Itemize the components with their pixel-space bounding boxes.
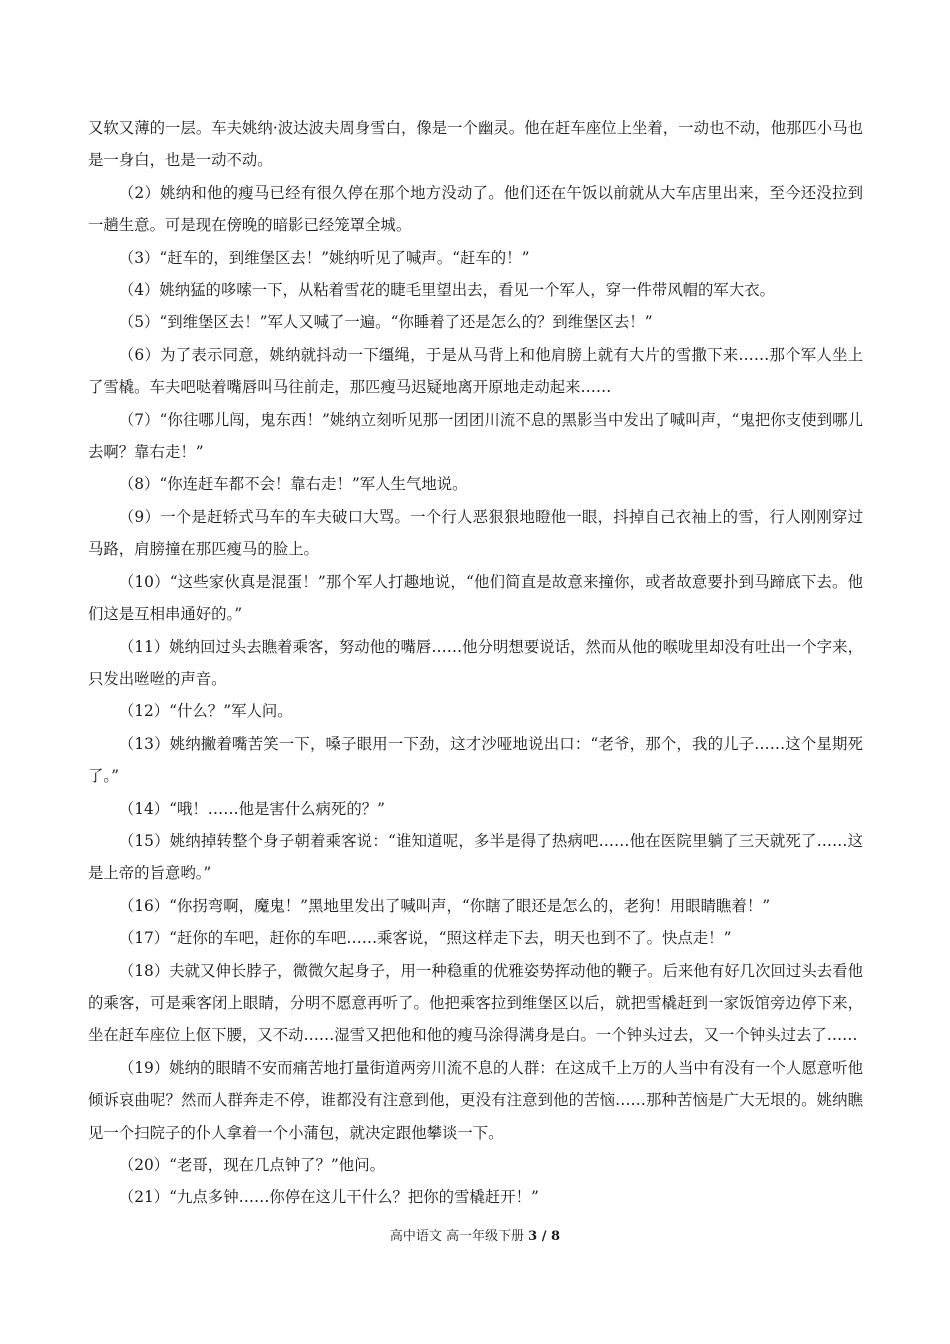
paragraph-6: （6）为了表示同意，姚纳就抖动一下缰绳，于是从马背上和他肩膀上就有大片的雪撒下来……那个军人坐上了雪橇。车夫吧哒着嘴唇叫马往前走，那匹瘦马迟疑地离开原地走动起来…… <box>88 345 863 397</box>
paragraph-12: （12）“什么？”军人问。 <box>118 702 293 721</box>
paragraph-3: （3）“赶车的，到维堡区去！”姚纳听见了喊声。“赶车的！” <box>118 248 530 267</box>
paragraph-7: （7）“你往哪儿闯，鬼东西！”姚纳立刻听见那一团团川流不息的黑影当中发出了喊叫声，“鬼把你支使到哪儿去啊？靠右走！” <box>88 410 863 462</box>
paragraph-continued: 又软又薄的一层。车夫姚纳·波达波夫周身雪白，像是一个幽灵。他在赶车座位上坐着，一动也不动，他那匹小马也是一身白，也是一动不动。 <box>88 119 863 170</box>
paragraph-4: （4）姚纳猛的哆嗦一下，从粘着雪花的睫毛里望出去，看见一个军人，穿一件带风帽的军大衣。 <box>118 281 775 300</box>
paragraph-19: （19）姚纳的眼睛不安而痛苦地打量街道两旁川流不息的人群：在这成千上万的人当中有没有一个人愿意听他倾诉哀曲呢？然而人群奔走不停，谁都没有注意到他，更没有注意到他的苦恼……那种苦恼是广大无垠的。姚纳瞧见一个扫院子的仆人拿着一个小蒲包，就决定跟他攀谈一下。 <box>88 1058 863 1142</box>
paragraph-9: （9）一个是赶轿式马车的车夫破口大骂。一个行人恶狠狠地瞪他一眼，抖掉自己衣袖上的雪，行人刚刚穿过马路，肩膀撞在那匹瘦马的脸上。 <box>88 507 863 559</box>
page-footer <box>0 1227 950 1247</box>
text-body <box>88 112 863 1214</box>
footer-page-total: 8 <box>551 1229 561 1244</box>
paragraph-20: （20）“老哥，现在几点钟了？”他问。 <box>118 1156 385 1174</box>
paragraph-8: （8）“你连赶车都不会！靠右走！”军人生气地说。 <box>118 475 468 494</box>
paragraph-2: （2）姚纳和他的瘦马已经有很久停在那个地方没动了。他们还在午饭以前就从大车店里出来，至今还没拉到一趟生意。可是现在傍晚的暗影已经笼罩全城。 <box>88 183 863 235</box>
paragraph-14: （14）“哦！……他是害什么病死的？” <box>118 799 385 818</box>
paragraph-15: （15）姚纳掉转整个身子朝着乘客说：“谁知道呢，多半是得了热病吧……他在医院里躺了三天就死了……这是上帝的旨意哟。” <box>88 831 863 883</box>
paragraph-21: （21）“九点多钟……你停在这儿干什么？把你的雪橇赶开！” <box>118 1188 539 1207</box>
paragraph-17: （17）“赶你的车吧，赶你的车吧……乘客说，“照这样走下去，明天也到不了。快点走！” <box>118 929 732 948</box>
paragraph-5: （5）“到维堡区去！”军人又喊了一遍。“你睡着了还是怎么的？到维堡区去！” <box>118 313 653 332</box>
footer-subject: 高中语文 高一年级下册 <box>389 1229 529 1244</box>
paragraph-16: （16）“你拐弯啊，魔鬼！”黑地里发出了喊叫声，“你瞎了眼还是怎么的，老狗！用眼睛瞧着！” <box>118 896 771 915</box>
footer-page-current: 3 <box>528 1229 538 1244</box>
paragraph-18: （18）夫就又伸长脖子，微微欠起身子，用一种稳重的优雅姿势挥动他的鞭子。后来他有好几次回过头去看他的乘客，可是乘客闭上眼睛，分明不愿意再听了。他把乘客拉到维堡区以后，就把雪橇赶到一家饭馆旁边停下来，坐在赶车座位上伛下腰，又不动……湿雪又把他和他的瘦马涂得满身是白。一个钟头过去，又一个钟头过去了…… <box>88 961 863 1045</box>
paragraph-13: （13）姚纳撇着嘴苦笑一下，嗓子眼用一下劲，这才沙哑地说出口：“老爷，那个，我的儿子……这个星期死了。” <box>88 734 863 786</box>
paragraph-10: （10）“这些家伙真是混蛋！”那个军人打趣地说，“他们简直是故意来撞你，或者故意要扑到马蹄底下去。他们这是互相串通好的。” <box>88 572 863 624</box>
footer-page-separator: / <box>537 1229 552 1244</box>
paragraph-11: （11）姚纳回过头去瞧着乘客，努动他的嘴唇……他分明想要说话，然而从他的喉咙里却没有吐出一个字来，只发出咝咝的声音。 <box>88 637 863 688</box>
